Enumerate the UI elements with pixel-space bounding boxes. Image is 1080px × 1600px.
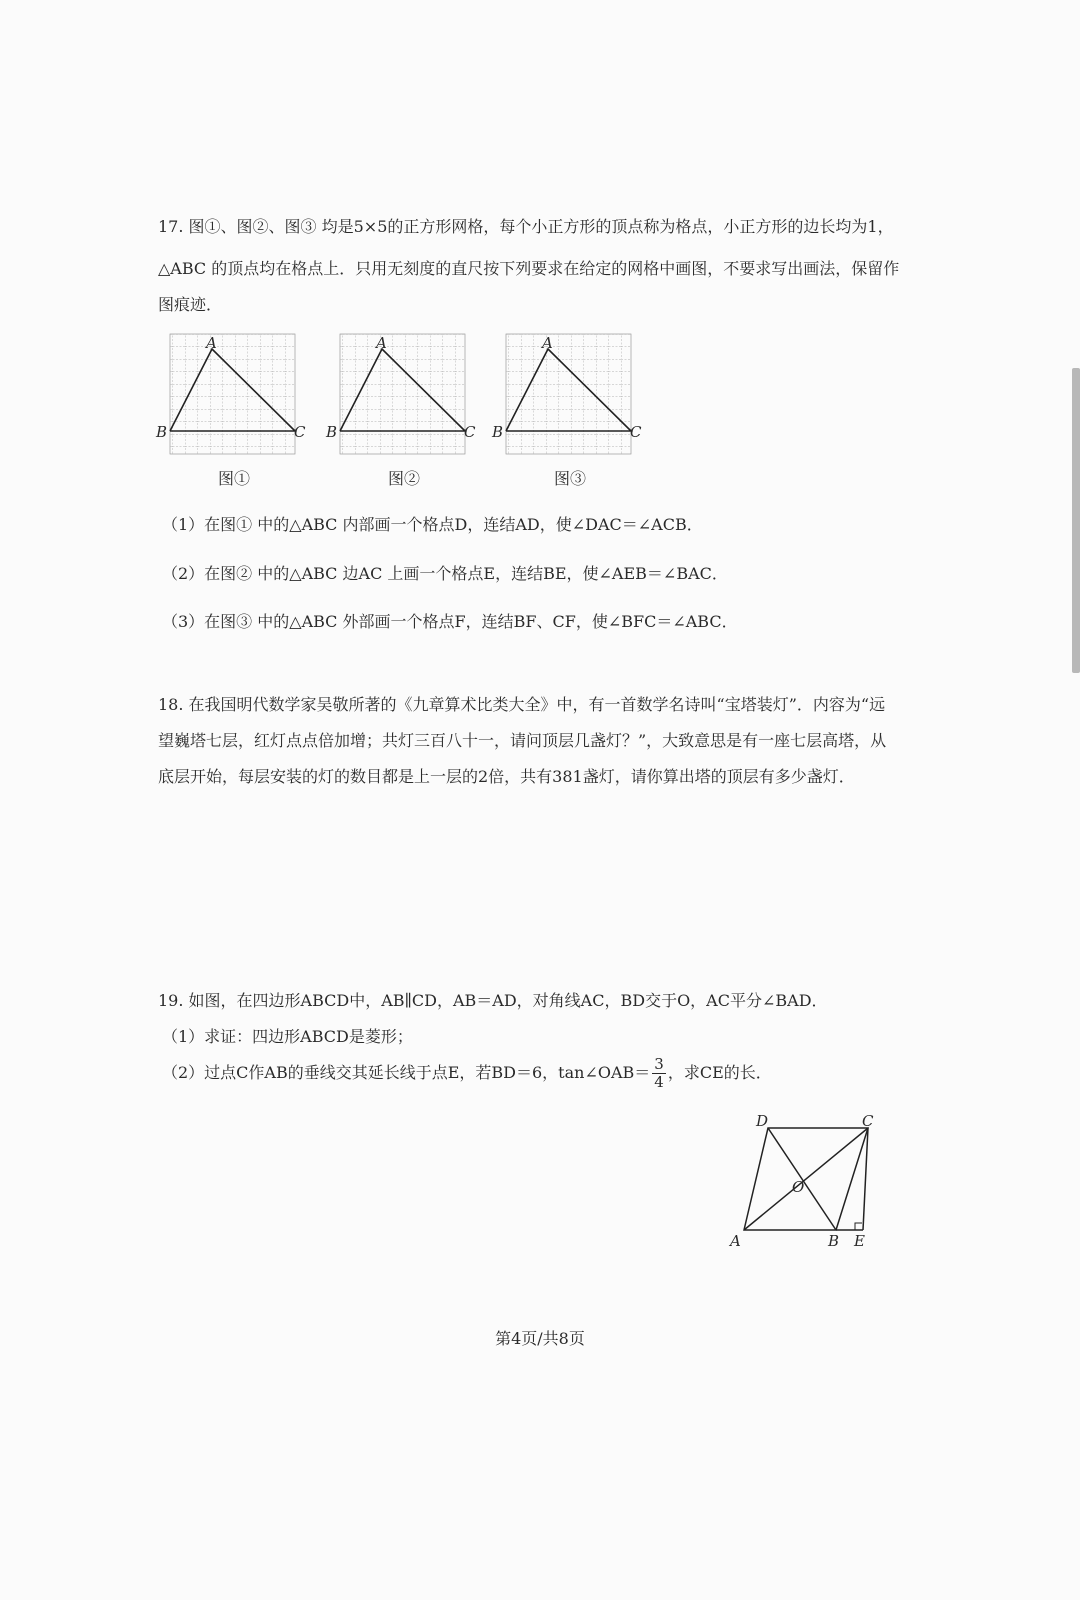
figure-1-label: 图① xyxy=(217,469,250,488)
q17-part3: （3）在图③ 中的△ABC 外部画一个格点F，连结BF、CF，使∠BFC＝∠ABC． xyxy=(162,612,738,631)
diagonal-ac xyxy=(744,1128,868,1230)
label-c: C xyxy=(862,1112,874,1130)
figure-3-label: 图③ xyxy=(553,469,586,488)
label-b: B xyxy=(828,1232,840,1250)
q19-part2-text-a: （2）过点C作AB的垂线交其延长线于点E，若BD＝6，tan∠OAB＝ xyxy=(162,1063,651,1082)
q18-line1: 18. 在我国明代数学家吴敬所著的《九章算术比类大全》中，有一首数学名诗叫“宝塔装灯”．内容为“远 xyxy=(158,695,886,714)
q19-part1: （1）求证：四边形ABCD是菱形； xyxy=(162,1027,413,1046)
label-b: B xyxy=(492,423,504,441)
figure-1-grid xyxy=(156,334,310,464)
label-c: C xyxy=(630,423,642,441)
q17-part2: （2）在图② 中的△ABC 边AC 上画一个格点E，连结BE，使∠AEB＝∠BAC． xyxy=(162,564,728,583)
label-a: A xyxy=(730,1232,741,1250)
label-d: D xyxy=(756,1112,769,1130)
fraction-denominator: 4 xyxy=(654,1073,664,1091)
q19-part2-text-b: ，求CE的长． xyxy=(667,1063,772,1082)
q19-line1: 19. 如图，在四边形ABCD中，AB∥CD，AB＝AD，对角线AC，BD交于O，AC平分∠BAD． xyxy=(158,991,828,1010)
label-c: C xyxy=(464,423,476,441)
label-e: E xyxy=(854,1232,865,1250)
q19-part2 xyxy=(162,1056,772,1091)
q17-part1: （1）在图① 中的△ABC 内部画一个格点D，连结AD，使∠DAC＝∠ACB． xyxy=(162,515,703,534)
figure-2-grid xyxy=(326,334,480,464)
label-b: B xyxy=(156,423,168,441)
label-o: O xyxy=(792,1178,805,1196)
fraction xyxy=(652,1056,666,1091)
scrollbar[interactable] xyxy=(1072,368,1080,673)
right-angle-mark xyxy=(855,1223,862,1230)
q17-line3: 图痕迹． xyxy=(158,295,223,314)
q17-line1: 17. 图①、图②、图③ 均是5×5的正方形网格，每个小正方形的顶点称为格点，小正方形的边长均为1， xyxy=(158,217,894,236)
label-c: C xyxy=(294,423,306,441)
figure-3-grid xyxy=(492,334,646,464)
page-footer: 第4页/共8页 xyxy=(495,1329,585,1348)
label-a: A xyxy=(542,334,553,352)
q17-line2: △ABC 的顶点均在格点上．只用无刻度的直尺按下列要求在给定的网格中画图，不要求写出画法，保留作 xyxy=(158,259,900,278)
rhombus-figure xyxy=(730,1112,886,1250)
label-a: A xyxy=(376,334,387,352)
q18-line2: 望巍塔七层，红灯点点倍加增；共灯三百八十一，请问顶层几盏灯？”，大致意思是有一座七层高塔，从 xyxy=(158,731,887,750)
label-a: A xyxy=(206,334,217,352)
q18-line3: 底层开始，每层安装的灯的数目都是上一层的2倍，共有381盏灯，请你算出塔的顶层有多少盏灯． xyxy=(158,767,855,786)
fraction-numerator: 3 xyxy=(654,1055,664,1073)
figure-2-label: 图② xyxy=(387,469,420,488)
label-b: B xyxy=(326,423,338,441)
